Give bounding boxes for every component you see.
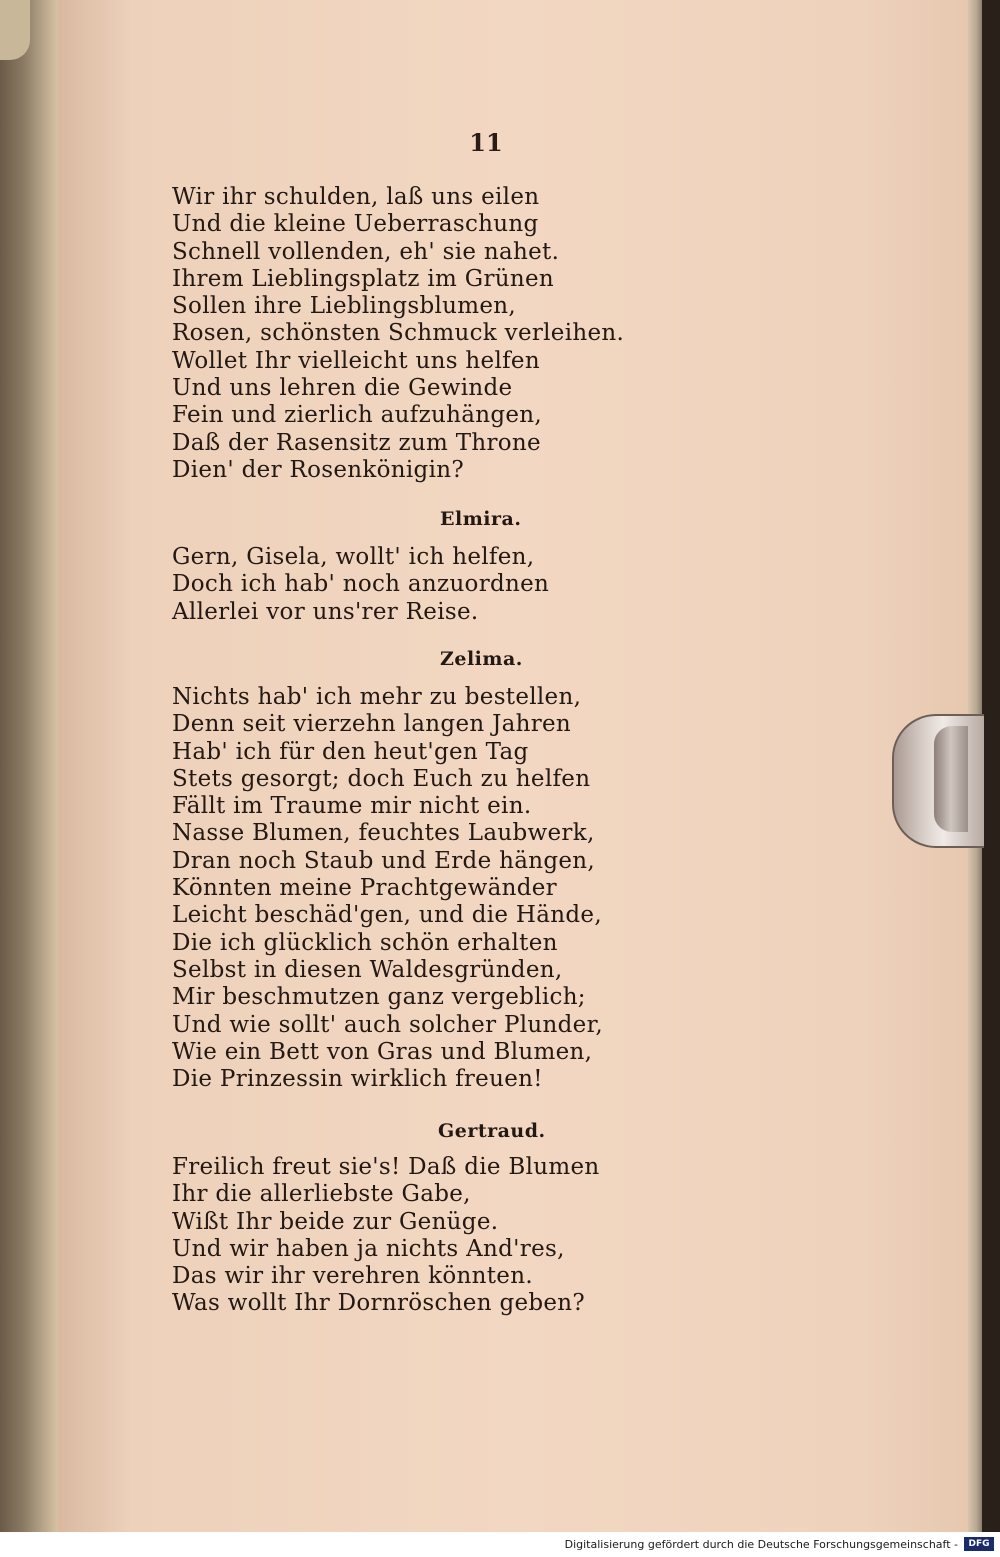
verse-line: Mir beschmutzen ganz vergeblich; [172, 984, 586, 1011]
verse-line: Ihr die allerliebste Gabe, [172, 1181, 471, 1208]
stanza-4 [172, 1154, 600, 1318]
verse-line: Doch ich hab' noch anzuordnen [172, 571, 550, 598]
speaker-gertraud: Gertraud. [438, 1120, 546, 1142]
verse-line: Könnten meine Prachtgewänder [172, 875, 557, 902]
speaker-elmira: Elmira. [440, 508, 522, 530]
verse-line: Ihrem Lieblingsplatz im Grünen [172, 265, 554, 292]
verse-line: Was wollt Ihr Dornröschen geben? [172, 1290, 586, 1317]
verse-line: Schnell vollenden, eh' sie nahet. [172, 238, 560, 265]
book-cover-left-edge [0, 0, 58, 1535]
verse-line: Hab' ich für den heut'gen Tag [172, 738, 529, 765]
verse-line: Dien' der Rosenkönigin? [172, 456, 464, 483]
stanza-3 [172, 684, 603, 1093]
stanza-1 [172, 184, 624, 484]
verse-line: Allerlei vor uns'rer Reise. [172, 598, 479, 625]
verse-line: Fällt im Traume mir nicht ein. [172, 793, 532, 820]
verse-line: Die ich glücklich schön erhalten [172, 929, 558, 956]
stanza-2 [172, 544, 549, 626]
verse-line: Daß der Rasensitz zum Throne [172, 429, 541, 456]
verse-line: Rosen, schönsten Schmuck verleihen. [172, 320, 625, 347]
verse-line: Und wie sollt' auch solcher Plunder, [172, 1011, 603, 1038]
book-cover-right-strip [982, 0, 1000, 1532]
verse-line: Gern, Gisela, wollt' ich helfen, [172, 544, 535, 570]
verse-line: Und wir haben ja nichts And'res, [172, 1235, 565, 1262]
verse-line: Wie ein Bett von Gras und Blumen, [172, 1038, 593, 1065]
verse-line: Wollet Ihr vielleicht uns helfen [172, 347, 540, 374]
page-clip [892, 714, 984, 848]
verse-line: Nasse Blumen, feuchtes Laubwerk, [172, 820, 595, 847]
page-number: 11 [469, 128, 503, 157]
verse-line: Und die kleine Ueberraschung [172, 211, 539, 238]
verse-line: Die Prinzessin wirklich freuen! [172, 1066, 543, 1093]
verse-line: Wir ihr schulden, laß uns eilen [172, 184, 540, 210]
verse-line: Stets gesorgt; doch Euch zu helfen [172, 765, 591, 792]
footer-credit: Digitalisierung gefördert durch die Deutsche Forschungsgemeinschaft - [564, 1538, 958, 1551]
footer-bar [0, 1532, 1000, 1557]
verse-line: Denn seit vierzehn langen Jahren [172, 711, 572, 738]
verse-line: Selbst in diesen Waldesgründen, [172, 956, 563, 983]
dfg-logo: DFG [964, 1537, 994, 1551]
verse-line: Leicht beschäd'gen, und die Hände, [172, 902, 602, 929]
speaker-zelima: Zelima. [440, 648, 523, 670]
verse-line: Wißt Ihr beide zur Genüge. [172, 1208, 499, 1235]
verse-line: Sollen ihre Lieblingsblumen, [172, 293, 516, 320]
verse-line: Freilich freut sie's! Daß die Blumen [172, 1154, 600, 1180]
verse-line: Nichts hab' ich mehr zu bestellen, [172, 684, 582, 710]
verse-line: Und uns lehren die Gewinde [172, 375, 513, 402]
verse-line: Fein und zierlich aufzuhängen, [172, 402, 543, 429]
verse-line: Dran noch Staub und Erde hängen, [172, 847, 595, 874]
verse-line: Das wir ihr verehren könnten. [172, 1263, 533, 1290]
